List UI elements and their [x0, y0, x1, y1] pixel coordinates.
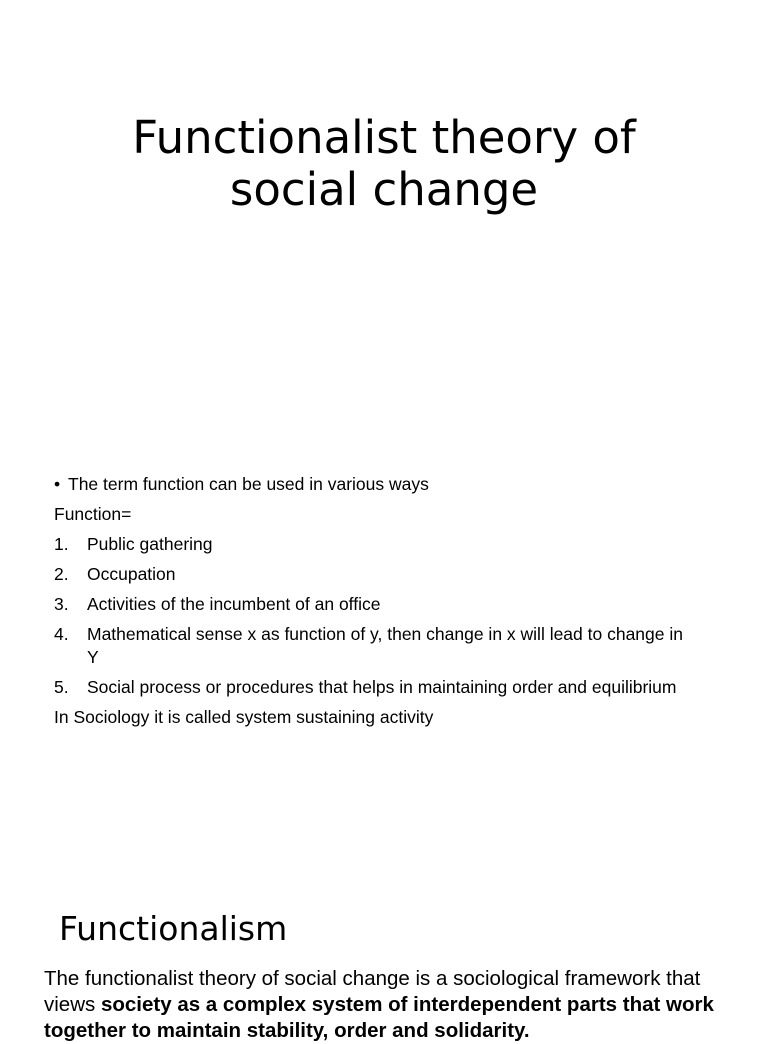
- function-label: Function=: [54, 504, 132, 524]
- list-item-text: Social process or procedures that helps in maintaining order and equilibrium: [87, 677, 677, 697]
- list-item-number: 2.: [54, 564, 69, 584]
- list-item-number: 3.: [54, 594, 69, 614]
- list-item-number: 4.: [54, 624, 69, 644]
- title-line-1: Functionalist theory of: [132, 111, 636, 164]
- list-item-text: Public gathering: [87, 534, 213, 554]
- list-item: [54, 676, 694, 699]
- slide-title: [0, 112, 768, 216]
- paragraph-plain-text: The functionalist theory of social change is a sociological framework that views: [44, 967, 701, 1016]
- conclusion-text: In Sociology it is called system sustaining activity: [54, 707, 434, 727]
- list-item: [54, 623, 694, 669]
- list-item-text: Activities of the incumbent of an office: [87, 594, 381, 614]
- list-item-text: Mathematical sense x as function of y, then change in x will lead to change in Y: [87, 624, 683, 667]
- list-item-text: Occupation: [87, 564, 176, 584]
- list-item: [54, 593, 694, 616]
- function-definition-list: [54, 473, 694, 736]
- list-item: [54, 533, 694, 556]
- bullet-item: [54, 473, 694, 496]
- list-item-number: 1.: [54, 534, 69, 554]
- paragraph-bold-text: society as a complex system of interdependent parts that work together to maintain stability, order and solidarity.: [44, 993, 714, 1042]
- functionalism-paragraph: [44, 966, 734, 1044]
- list-item: [54, 563, 694, 586]
- title-line-2: social change: [229, 163, 539, 216]
- section-heading: Functionalism: [59, 909, 288, 948]
- bullet-dot-icon: •: [54, 474, 61, 494]
- list-item-number: 5.: [54, 677, 69, 697]
- bullet-text: The term function can be used in various ways: [68, 474, 429, 494]
